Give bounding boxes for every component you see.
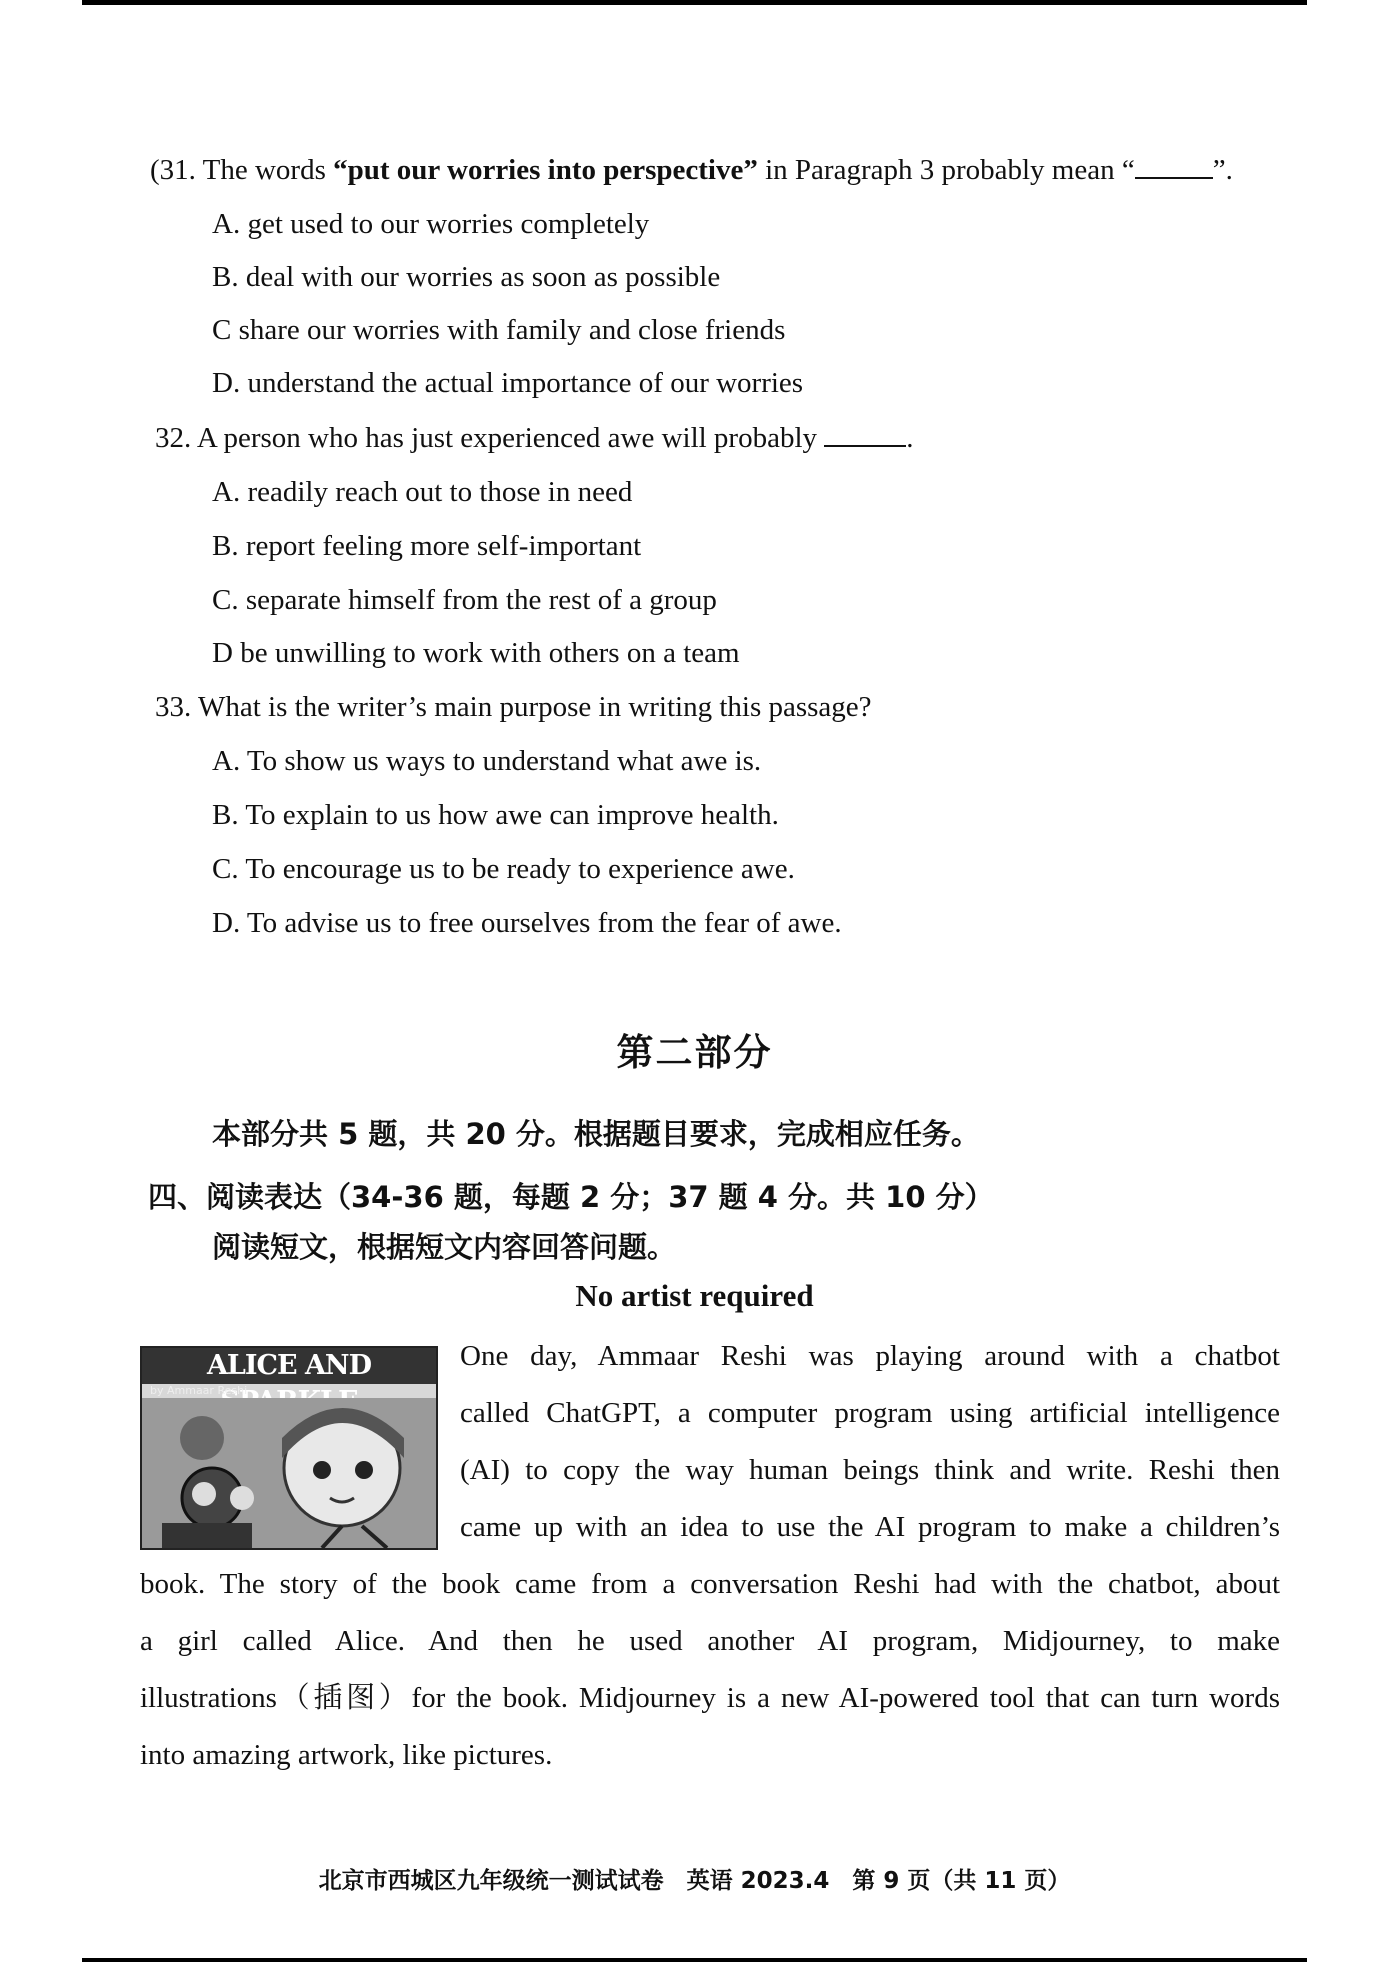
story-line-4: came up with an idea to use the AI program to make a children’s xyxy=(460,1511,1280,1543)
bottom-rule xyxy=(82,1958,1307,1962)
part-two-intro: 本部分共 5 题，共 20 分。根据题目要求，完成相应任务。 xyxy=(212,1117,980,1151)
q31-suffix: ”. xyxy=(1212,154,1233,186)
cover-byline: by Ammaar Reshi xyxy=(150,1384,248,1397)
q33-option-d: D. To advise us to free ourselves from the fear of awe. xyxy=(212,907,842,939)
reading-instruction: 阅读短文，根据短文内容回答问题。 xyxy=(212,1230,677,1264)
story-line-2: called ChatGPT, a computer program using artificial intelligence xyxy=(460,1397,1280,1429)
story-title: No artist required xyxy=(575,1278,814,1313)
part-two-title: 第二部分 xyxy=(616,1031,773,1074)
q31-prefix: (31. The words xyxy=(150,154,334,186)
q33-option-b: B. To explain to us how awe can improve health. xyxy=(212,799,779,831)
story-line-8: into amazing artwork, like pictures. xyxy=(140,1739,553,1771)
story-line-7: illustrations（插图）for the book. Midjourney is a new AI-powered tool that can turn words xyxy=(140,1682,1280,1714)
q32-end: . xyxy=(906,422,914,454)
q32-option-b: B. report feeling more self-important xyxy=(212,530,642,562)
q31-option-b: B. deal with our worries as soon as possible xyxy=(212,261,721,293)
story-line-5: book. The story of the book came from a conversation Reshi had with the chatbot, about xyxy=(140,1568,1280,1600)
cover-title: ALICE AND xyxy=(142,1348,436,1384)
q31-option-a: A. get used to our worries completely xyxy=(212,208,650,240)
q32-option-a: A. readily reach out to those in need xyxy=(212,476,633,508)
answer-blank[interactable] xyxy=(824,423,906,447)
page-footer: 北京市西城区九年级统一测试试卷 英语 2023.4 第 9 页（共 11 页） xyxy=(318,1868,1071,1894)
question-33: 33. What is the writer’s main purpose in writing this passage? xyxy=(155,691,872,723)
top-rule xyxy=(82,0,1307,5)
question-32 xyxy=(155,418,914,458)
book-cover-illustration xyxy=(140,1346,438,1550)
q31-bold-phrase: “put our worries into perspective” xyxy=(333,154,758,186)
section-four-heading: 四、阅读表达（34-36 题，每题 2 分；37 题 4 分。共 10 分） xyxy=(148,1180,994,1214)
q31-option-c: C share our worries with family and close friends xyxy=(212,314,786,346)
story-line-6: a girl called Alice. And then he used another AI program, Midjourney, to make xyxy=(140,1625,1280,1657)
q31-middle: in Paragraph 3 probably mean “ xyxy=(757,154,1135,186)
q33-option-a: A. To show us ways to understand what awe is. xyxy=(212,745,762,777)
q31-option-d: D. understand the actual importance of our worries xyxy=(212,367,804,399)
story-line-3: (AI) to copy the way human beings think and write. Reshi then xyxy=(460,1454,1280,1486)
cover-artwork xyxy=(142,1348,436,1548)
answer-blank[interactable] xyxy=(1135,155,1213,179)
story-line-1: One day, Ammaar Reshi was playing around with a chatbot xyxy=(460,1340,1280,1372)
q32-text: 32. A person who has just experienced awe will probably xyxy=(155,422,818,454)
question-31 xyxy=(150,150,1233,190)
q32-option-c: C. separate himself from the rest of a group xyxy=(212,584,717,616)
q32-option-d: D be unwilling to work with others on a team xyxy=(212,637,740,669)
q33-option-c: C. To encourage us to be ready to experience awe. xyxy=(212,853,795,885)
